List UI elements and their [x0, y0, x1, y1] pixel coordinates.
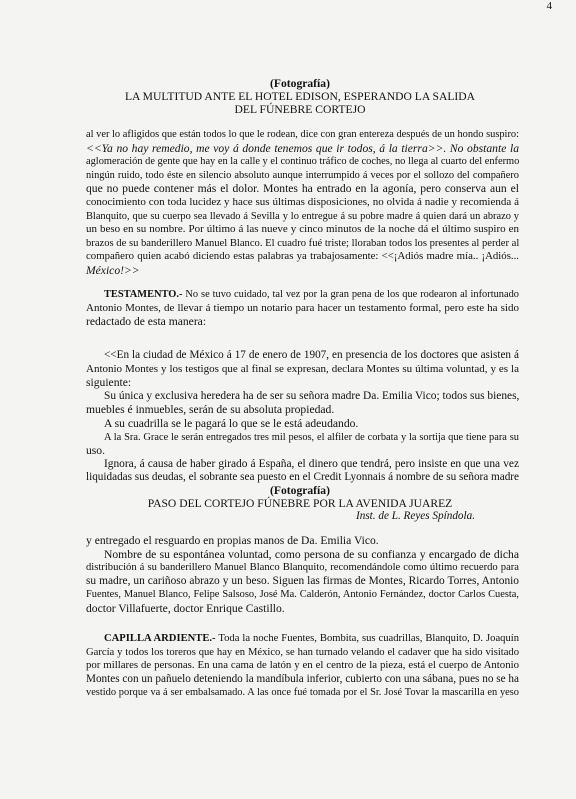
text-line: Nombre de su espontánea voluntad, como persona de su confianza y encargado de dicha — [104, 547, 519, 561]
caption-2-line-1: PASO DEL CORTEJO FÚNEBRE POR LA AVENIDA JUAREZ — [147, 497, 453, 510]
text-line: un beso en su nombre. Por último á las nueve y cinco minutos de la noche dá el último suspiro en — [86, 223, 519, 236]
photo-caption-2 — [100, 484, 500, 510]
photo-credit: Inst. de L. Reyes Spíndola. — [356, 510, 476, 522]
text-run: No se tuvo cuidado, tal vez por la gran pena de los que rodearon al infortunado — [182, 289, 519, 300]
photo-caption-1 — [100, 77, 500, 116]
text-line: brazos de su banderillero Manuel Blanco. El cuadro fué triste; lloraban todos los presentes al perder al — [86, 237, 520, 249]
text-line: Ignora, á causa de haber girado á España, el dinero que tendrá, pero insiste en que una vez — [104, 457, 519, 470]
text-line: <<En la ciudad de México á 17 de enero de 1907, en presencia de los doctores que asisten á — [104, 349, 519, 361]
text-line: García y todos los toreros que hay en México, se han turnado velando el cadaver que ha sido visitado — [86, 646, 519, 658]
text-line: vestido porque va á ser embalsamado. A las once fué tomada por el Sr. José Tovar la mascarilla en yeso — [86, 687, 519, 699]
text-line: por millares de personas. En una cama de latón y en el centro de la pieza, está el cuerpo de Antonio — [86, 659, 519, 672]
text-line: compañero quien acabó diciendo estas palabras ya trabajosamente: <<¡Adiós madre mía.. ¡Adiós... — [86, 250, 519, 263]
text-line: uso. — [86, 444, 106, 458]
caption-1-line-1: LA MULTITUD ANTE EL HOTEL EDISON, ESPERANDO LA SALIDA — [124, 90, 476, 103]
text-line: Antonio Montes y los testigos que al final se expresan, declara Montes su última voluntad, y es la — [86, 362, 519, 375]
text-line: que no puede contener más el dolor. Montes ha entrado en la agonía, pero conserva aun el — [86, 182, 519, 196]
text-line: muebles é inmuebles, serán de su absoluta propiedad. — [86, 403, 335, 417]
text-line: Fuentes, Manuel Blanco, Felipe Salsoso, José Ma. Calderón, Antonio Fernández, doctor Carlos Cuesta, — [86, 589, 519, 601]
paragraph-agony — [86, 128, 519, 278]
text-line: México!>> — [86, 263, 140, 277]
text-line: siguiente: — [86, 376, 132, 390]
text-line: al ver lo afligidos que están todos lo que le rodean, dice con gran entereza después de un hondo suspiro: — [86, 129, 519, 140]
section-heading-capilla: CAPILLA ARDIENTE.- — [104, 633, 216, 644]
text-line: aglomeración de gente que hay en la calle y el continuo tráfico de coches, no llega al cuarto del enfermo — [86, 156, 520, 168]
text-line: su madre, un cariñoso abrazo y un beso. Siguen las firmas de Montes, Ricardo Torres, Antonio — [86, 574, 519, 587]
text-line: y entregado el resguardo en propias manos de Da. Emilia Vico. — [86, 534, 379, 547]
text-line: doctor Villafuerte, doctor Enrique Castillo. — [86, 601, 285, 615]
text-line: ningún ruido, todo éste en silencio absoluto aunque interrumpido á veces por el sollozo del compañero — [86, 169, 519, 181]
caption-1-label: (Fotografía) — [270, 77, 330, 90]
text-line: liquidadas sus deudas, el sobrante sea puesto en el Credit Lyonnais á nombre de su señora madre — [86, 471, 519, 484]
text-line — [86, 288, 519, 302]
paragraph-will — [86, 349, 519, 485]
page-number: 4 — [546, 0, 552, 12]
text-line: Blanquito, que su cuerpo sea llevado á Sevilla y lo entregue á su pobre madre á quien dará un abrazo y — [86, 210, 519, 222]
section-heading-testamento: TESTAMENTO.- — [104, 289, 183, 300]
text-run: Toda la noche Fuentes, Bombita, sus cuadrillas, Blanquito, D. Joaquín — [215, 633, 519, 644]
text-line: redactado de esta manera: — [86, 315, 207, 329]
text-line: A la Sra. Grace le serán entregados tres mil pesos, el alfiler de corbata y la sortija que tiene para su — [104, 431, 519, 443]
caption-2-label: (Fotografía) — [270, 484, 330, 497]
text-line: conocimiento con toda lucidez y hace sus últimas disposiciones, no olvida á nadie y recomienda á — [86, 195, 519, 208]
text-line: Montes con un pañuelo deteniendo la mandíbula inferior, cubierto con una sábana, pues no se ha — [86, 672, 519, 685]
paragraph-signatures — [86, 534, 519, 616]
text-line: Su única y exclusiva heredera ha de ser su señora madre Da. Emilia Vico; todos sus bienes, — [104, 389, 520, 402]
caption-1-line-2: DEL FÚNEBRE CORTEJO — [234, 103, 366, 116]
text-line: distribución á su banderillero Manuel Blanco Blanquito, recomendándole como último recuerdo para — [86, 562, 519, 574]
text-line: A su cuadrilla se le pagará lo que se le está adeudando. — [104, 416, 359, 430]
paragraph-testamento — [86, 288, 519, 329]
text-line — [86, 632, 519, 646]
paragraph-capilla-ardiente — [86, 632, 519, 700]
text-line: <<Ya no hay remedio, me voy á donde tenemos que ir todos, á la tierra>>. No obstante la — [86, 141, 519, 155]
text-line: Antonio Montes, de llevar á tiempo un notario para hacer un testamento formal, pero este ha sido — [86, 301, 519, 314]
